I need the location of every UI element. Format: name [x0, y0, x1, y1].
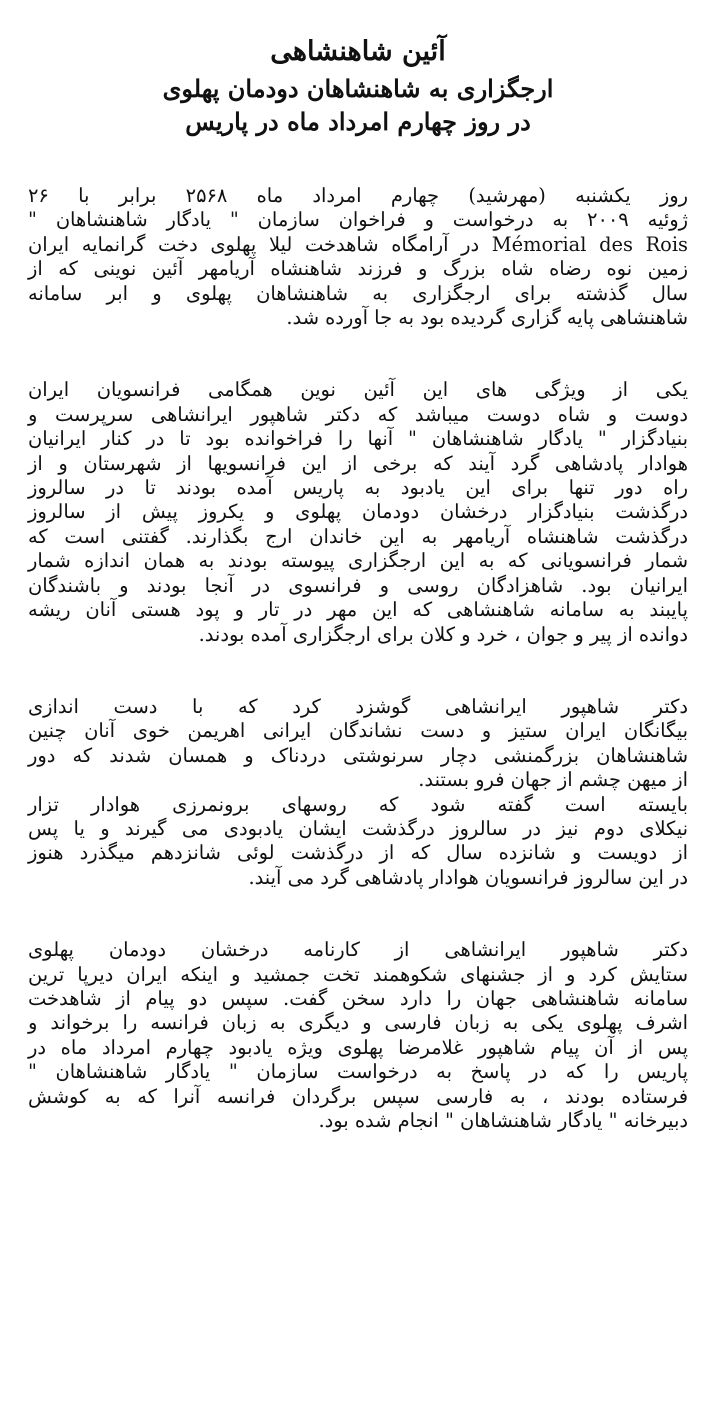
paragraph-2 — [28, 378, 688, 646]
paragraph-line: زمین نوه رضاه شاه بزرگ و فرزند شاهنشاه آریامهر آئین نوینی که از — [28, 257, 688, 281]
paragraph-line: درگذشت بنیادگزار درخشان دودمان پهلوی و یکروز پیش از سالروز — [28, 500, 688, 524]
paragraph-line: یکی از ویژگی های این آئین نوین همگامی فرانسویان ایران — [28, 378, 688, 402]
paragraph-line: Mémorial des Rois در آرامگاه شاهدخت لیلا پهلوی دخت گرانمایه ایران — [28, 232, 688, 256]
paragraph-line: ژوئیه ۲۰۰۹ به درخواست و فراخوان سازمان " یادگار شاهنشاهان " — [28, 208, 688, 232]
paragraph-line: پس از آن پیام شاهپور غلامرضا پهلوی ویژه یادبود چهارم امرداد ماه در — [28, 1035, 688, 1059]
paragraph-line: شمار فرانسویانی که به این ارجگزاری پیوسته بودند به همان اندازه شمار — [28, 549, 688, 573]
paragraph-line: سال گذشته برای ارجگزاری به شاهنشاهان پهلوی و ابر سامانه — [28, 281, 688, 305]
paragraph-line: دوست و شاه دوست میباشد که دکتر شاهپور ایرانشاهی سرپرست و — [28, 402, 688, 426]
paragraph-line: ایرانیان بود. شاهزادگان روسی و فرانسوی در آنجا بودند و باشندگان — [28, 573, 688, 597]
paragraph-1 — [28, 184, 688, 330]
paragraph-line: در این سالروز فرانسویان هوادار پادشاهی گرد می آیند. — [248, 865, 688, 889]
article-subtitle-line-1: ارجگزاری به شاهنشاهان دودمان پهلوی — [162, 74, 554, 103]
paragraph-line: روز یکشنبه (مهرشید) چهارم امرداد ماه ۲۵۶۸ برابر با ۲۶ — [28, 184, 688, 207]
paragraph-line: بیگانگان ایران ستیز و دست نشاندگان ایرانی اهریمن خوی آنان چنین — [28, 719, 688, 743]
paragraph-line: راه دور تنها برای این یادبود به پاریس آمده بودند تا در سالروز — [28, 476, 688, 500]
paragraph-line: ستایش کرد و از جشنهای شکوهمند تخت جمشید و اینکه ایران دیرپا ترین — [28, 962, 688, 986]
paragraph-line: پاریس را که در پاسخ به درخواست سازمان " یادگار شاهنشاهان " — [28, 1060, 688, 1084]
paragraph-line: فرستاده بودند ، به فارسی سپس برگردان فرانسه آنرا که به کوشش — [28, 1084, 688, 1108]
paragraph-line: اشرف پهلوی یکی به زبان فارسی و دیگری به زبان فرانسه را برخواند و — [28, 1011, 688, 1035]
paragraph-line: از میهن چشم از جهان فرو بستند. — [418, 768, 688, 792]
paragraph-line: پایبند به سامانه شاهنشاهی که این مهر در تار و پود هستی آنان ریشه — [28, 598, 688, 622]
paragraph-spacer — [28, 647, 688, 695]
article — [28, 32, 688, 1133]
paragraph-line: شاهنشاهان بزرگمنشی دچار سرنوشتی دردناک و همسان شدند که دور — [28, 743, 688, 767]
paragraph-line: دوانده از پیر و جوان ، خرد و کلان برای ارجگزاری آمده بودند. — [198, 622, 688, 646]
article-body — [28, 184, 688, 1133]
paragraph-spacer — [28, 890, 688, 938]
paragraph-line: دکتر شاهپور ایرانشاهی گوشزد کرد که با دست اندازی — [28, 694, 688, 718]
paragraph-line: از دویست و شانزده سال که از درگذشت لوئی شانزدهم میگذرد هنوز — [28, 841, 688, 865]
paragraph-3 — [28, 695, 688, 793]
paragraph-line: بنیادگزار " یادگار شاهنشاهان " آنها را فراخوانده بود تا در کنار ایرانیان — [28, 427, 688, 451]
paragraph-line: دکتر شاهپور ایرانشاهی از کارنامه درخشان دودمان پهلوی — [28, 938, 688, 962]
paragraph-line: هوادار پادشاهی گرد آیند که برخی از این فرانسویها از شهرستان و از — [28, 451, 688, 475]
paragraph-line: شاهنشاهی پایه گزاری گردیده بود به جا آورده شد. — [286, 306, 688, 330]
paragraph-line: دبیرخانه " یادگار شاهنشاهان " انجام شده بود. — [318, 1109, 688, 1132]
paragraph-line: سامانه شاهنشاهی جهان را دارد سخن گفت. سپس دو پیام از شاهدخت — [28, 986, 688, 1010]
paragraph-line: بایسته است گفته شود که روسهای برونمرزی هوادار تزار — [28, 792, 688, 816]
paragraph-5 — [28, 938, 688, 1133]
paragraph-line: درگذشت شاهنشاه آریامهر به این خاندان ارج بگذارند. گفتنی است که — [28, 524, 688, 548]
paragraph-line: نیکلای دوم نیز در سالروز درگذشت ایشان یادبودی می گیرند و یا پس — [28, 816, 688, 840]
article-title: آئین شاهنشاهی — [270, 36, 446, 67]
article-subtitle-line-2: در روز چهارم امرداد ماه در پاریس — [185, 107, 531, 136]
paragraph-spacer — [28, 330, 688, 378]
paragraph-4 — [28, 793, 688, 891]
